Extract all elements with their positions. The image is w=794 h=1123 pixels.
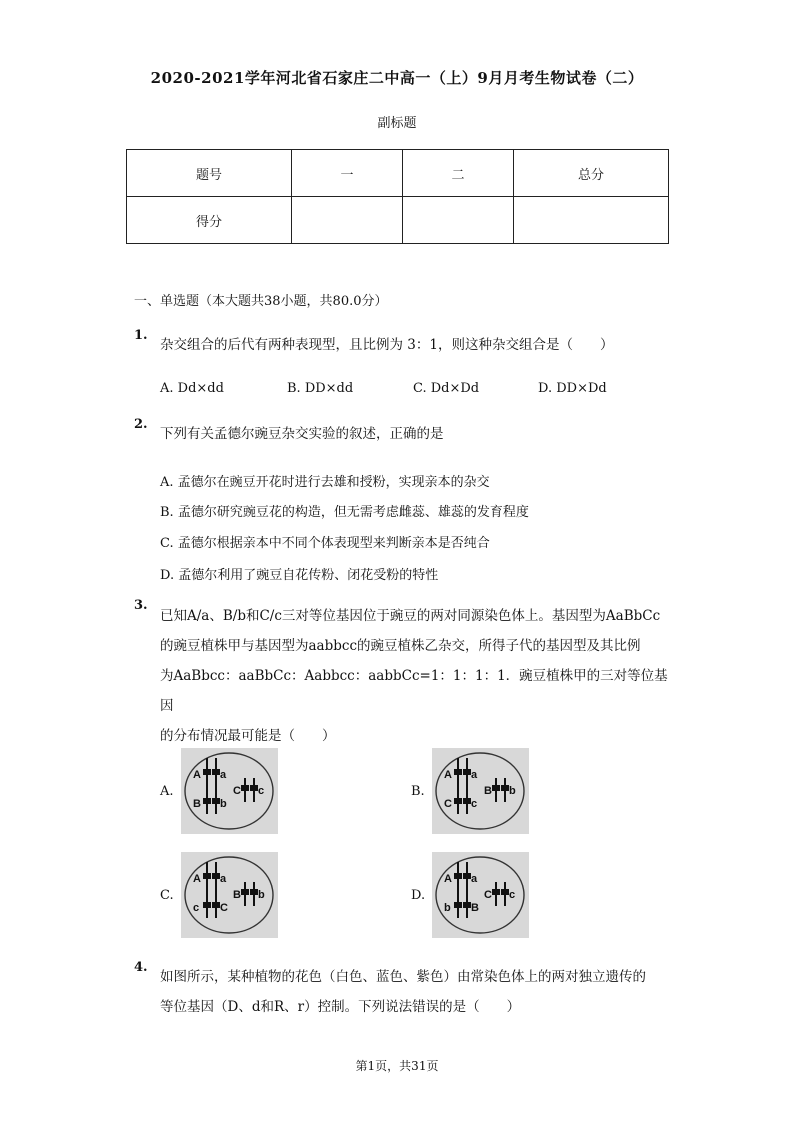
chromosome-diagram [181,852,278,938]
score-cell [292,197,403,244]
chromosome-figure-a [181,748,278,834]
question-text [160,962,680,1022]
gene-locus [454,873,462,879]
chromosome-figure-b [432,748,529,834]
gene-locus [203,769,211,775]
score-cell [514,197,669,244]
gene-label: c [509,889,516,901]
gene-locus [212,902,220,908]
question-number: 4. [134,960,148,975]
question-line: 的分布情况最可能是（ ） [160,728,336,744]
score-table [126,149,669,244]
gene-locus [203,902,211,908]
gene-locus [203,798,211,804]
option-label: D. [411,888,426,903]
option-label: B. [411,784,425,799]
gene-label: A [193,873,201,885]
gene-locus [241,889,249,895]
question-option: A. Dd×dd [160,381,224,396]
score-cell: 总分 [514,150,669,197]
gene-label: b [509,785,516,797]
gene-locus [463,873,471,879]
gene-locus [463,798,471,804]
chromosome-diagram [432,852,529,938]
question-option: C. Dd×Dd [413,381,480,396]
gene-locus [492,785,500,791]
gene-label: C [484,889,492,901]
gene-locus [492,889,500,895]
score-cell: 一 [292,150,403,197]
question-option: C. 孟德尔根据亲本中不同个体表现型来判断亲本是否纯合 [160,536,490,551]
gene-locus [212,798,220,804]
gene-label: a [471,769,478,781]
gene-label: c [258,785,265,797]
exam-title: 2020-2021学年河北省石家庄二中高一（上）9月月考生物试卷（二） [150,69,644,87]
gene-label: B [233,889,241,901]
exam-subtitle: 副标题 [377,116,417,131]
gene-label: c [193,902,200,914]
gene-label: B [484,785,492,797]
question-text: 下列有关孟德尔豌豆杂交实验的叙述，正确的是 [160,426,444,442]
question-line: 的豌豆植株甲与基因型为aabbcc的豌豆植株乙杂交，所得子代的基因型及其比例 [160,638,641,654]
gene-locus [250,889,258,895]
gene-label: a [471,873,478,885]
score-cell: 二 [403,150,514,197]
score-table-score-row [127,197,669,244]
gene-locus [501,889,509,895]
question-option: D. 孟德尔利用了豌豆自花传粉、闭花受粉的特性 [160,568,439,583]
gene-label: C [220,902,228,914]
gene-locus [212,873,220,879]
gene-label: a [220,873,227,885]
section-heading: 一、单选题（本大题共38小题，共80.0分） [134,294,388,309]
option-label: A. [160,784,174,799]
gene-locus [241,785,249,791]
question-line: 等位基因（D、d和R、r）控制。下列说法错误的是（ ） [160,999,521,1015]
question-option: B. DD×dd [287,381,354,396]
question-number: 1. [134,328,148,343]
gene-label: B [471,902,479,914]
question-option: A. 孟德尔在豌豆开花时进行去雄和授粉，实现亲本的杂交 [160,475,490,490]
question-line: 为AaBbcc：aaBbCc：Aabbcc：aabbCc=1：1：1：1．豌豆植株甲的三对等位基因 [160,668,668,714]
gene-locus [454,798,462,804]
gene-label: C [233,785,241,797]
question-number: 2. [134,417,148,432]
option-label: C. [160,888,174,903]
gene-locus [501,785,509,791]
question-text: 杂交组合的后代有两种表现型，且比例为 3：1，则这种杂交组合是（ ） [160,337,614,353]
gene-locus [463,769,471,775]
gene-label: A [444,769,452,781]
gene-label: A [193,769,201,781]
chromosome-diagram [432,748,529,834]
chromosome-figure-d [432,852,529,938]
chromosome-diagram [181,748,278,834]
gene-label: b [220,798,227,810]
gene-locus [454,902,462,908]
gene-locus [203,873,211,879]
gene-label: A [444,873,452,885]
question-number: 3. [134,598,148,613]
gene-locus [250,785,258,791]
gene-label: a [220,769,227,781]
gene-label: B [193,798,201,810]
gene-label: b [444,902,451,914]
score-cell [403,197,514,244]
gene-label: c [471,798,478,810]
question-option: D. DD×Dd [538,381,607,396]
question-line: 如图所示，某种植物的花色（白色、蓝色、紫色）由常染色体上的两对独立遗传的 [160,969,646,985]
score-table-header-row [127,150,669,197]
question-option: B. 孟德尔研究豌豆花的构造，但无需考虑雌蕊、雄蕊的发育程度 [160,505,529,520]
gene-locus [454,769,462,775]
gene-locus [463,902,471,908]
chromosome-figure-c [181,852,278,938]
score-cell: 得分 [127,197,292,244]
gene-locus [212,769,220,775]
gene-label: b [258,889,265,901]
gene-label: C [444,798,452,810]
page-footer: 第1页，共31页 [355,1059,439,1073]
question-text [160,601,680,751]
score-cell: 题号 [127,150,292,197]
question-line: 已知A/a、B/b和C/c三对等位基因位于豌豆的两对同源染色体上。基因型为AaBbCc [160,608,661,624]
